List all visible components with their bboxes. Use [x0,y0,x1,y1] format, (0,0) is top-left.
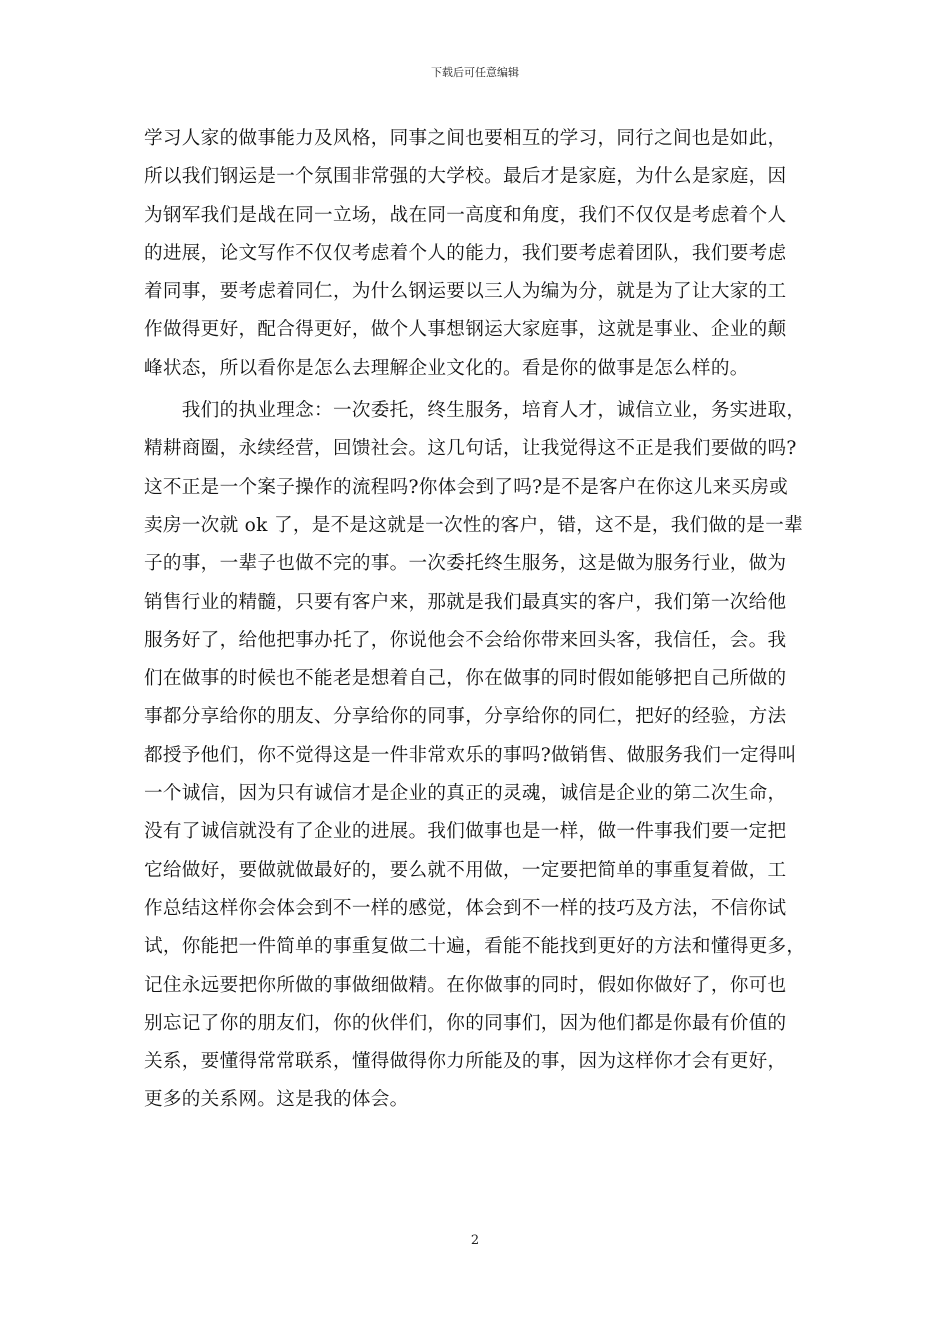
text-line: 事都分享给你的朋友、分享给你的同事，分享给你的同仁，把好的经验，方法 [144,706,787,728]
text-line: 都授予他们，你不觉得这是一件非常欢乐的事吗?做销售、做服务我们一定得叫 [144,744,797,766]
text-line: 它给做好，要做就做最好的，要么就不用做，一定要把简单的事重复着做，工 [144,859,787,881]
text-line: 更多的关系网。这是我的体会。 [144,1089,409,1111]
text-line: 关系，要懂得常常联系，懂得做得你力所能及的事，因为这样你才会有更好， [144,1051,787,1073]
document-body [144,120,812,1120]
text-line: 子的事，一辈子也做不完的事。一次委托终生服务，这是做为服务行业，做为 [144,553,787,575]
text-line: 记住永远要把你所做的事做细做精。在你做事的同时，假如你做好了，你可也 [144,974,787,996]
text-line: 别忘记了你的朋友们，你的伙伴们，你的同事们，因为他们都是你最有价值的 [144,1012,787,1034]
paragraph-1 [144,120,812,388]
text-line: 作总结这样你会体会到不一样的感觉，体会到不一样的技巧及方法，不信你试 [144,897,787,919]
text-line: 作做得更好，配合得更好，做个人事想钢运大家庭事，这就是事业、企业的颠 [144,319,787,341]
page-header: 下载后可任意编辑 [431,66,519,79]
text-line: 着同事，要考虑着同仁，为什么钢运要以三人为编为分，就是为了让大家的工 [144,281,787,303]
text-line: 的进展，论文写作不仅仅考虑着个人的能力，我们要考虑着团队，我们要考虑 [144,242,787,264]
text-line: 销售行业的精髓，只要有客户来，那就是我们最真实的客户，我们第一次给他 [144,591,787,613]
text-line: 我们的执业理念：一次委托，终生服务，培育人才，诚信立业，务实进取， [144,400,806,422]
paragraph-2 [144,392,812,1120]
text-line: 没有了诚信就没有了企业的进展。我们做事也是一样，做一件事我们要一定把 [144,821,787,843]
text-line: 们在做事的时候也不能老是想着自己，你在做事的同时假如能够把自己所做的 [144,668,787,690]
text-line: 服务好了，给他把事办托了，你说他会不会给你带来回头客，我信任，会。我 [144,629,787,651]
text-line: 峰状态，所以看你是怎么去理解企业文化的。看是你的做事是怎么样的。 [144,357,749,379]
text-line: 试，你能把一件简单的事重复做二十遍，看能不能找到更好的方法和懂得更多， [144,936,806,958]
text-line: 为钢军我们是战在同一立场，战在同一高度和角度，我们不仅仅是考虑着个人 [144,204,787,226]
text-line: 学习人家的做事能力及风格，同事之间也要相互的学习，同行之间也是如此， [144,128,787,149]
text-line: 这不正是一个案子操作的流程吗?你体会到了吗?是不是客户在你这儿来买房或 [144,476,789,498]
page-number: 2 [470,1233,480,1248]
text-line: 精耕商圈，永续经营，回馈社会。这几句话，让我觉得这不正是我们要做的吗? [144,438,797,460]
text-line: 所以我们钢运是一个氛围非常强的大学校。最后才是家庭，为什么是家庭，因 [144,166,787,188]
text-line: 一个诚信，因为只有诚信才是企业的真正的灵魂，诚信是企业的第二次生命， [144,783,787,805]
text-line: 卖房一次就 ok 了，是不是这就是一次性的客户，错，这不是，我们做的是一辈 [144,514,803,536]
